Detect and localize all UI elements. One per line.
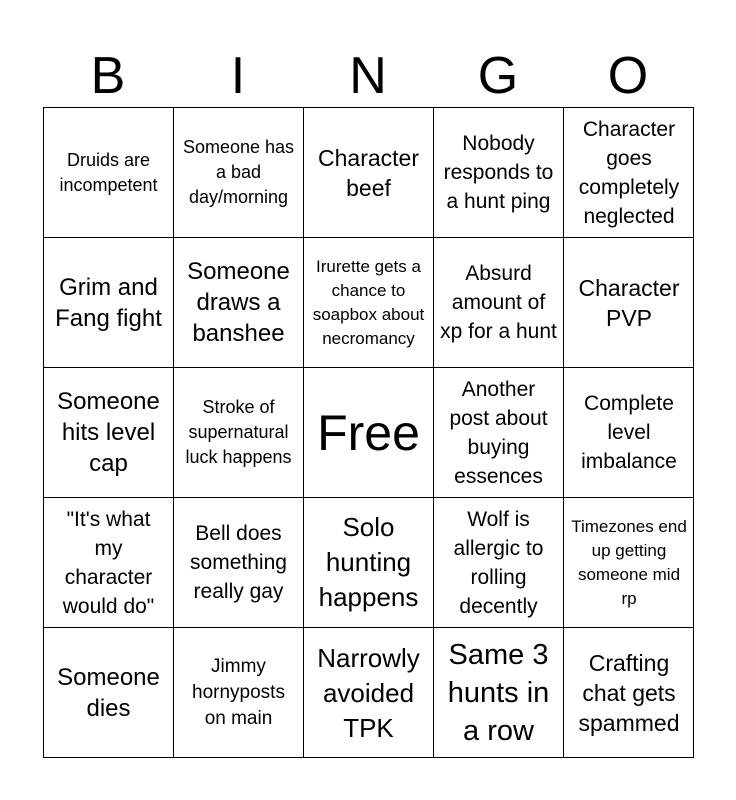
cell-text: Irurette gets a chance to soapbox about necromancy <box>312 256 425 348</box>
cell-text: Narrowly avoided TPK <box>317 642 420 743</box>
cell-text: Bell does something really gay <box>190 522 287 603</box>
bingo-cell[interactable] <box>434 498 564 628</box>
cell-text: Druids are incompetent <box>59 149 158 195</box>
cell-text: Character goes completely neglected <box>578 117 680 228</box>
cell-text: Character PVP <box>578 274 680 331</box>
cell-text: Someone dies <box>57 664 160 722</box>
cell-text: Timezones end up getting someone mid rp <box>571 516 687 608</box>
bingo-cell[interactable] <box>564 498 694 628</box>
bingo-cell[interactable] <box>434 628 564 758</box>
cell-text: Someone draws a banshee <box>187 258 290 347</box>
bingo-cell[interactable] <box>564 108 694 238</box>
bingo-cell[interactable] <box>304 238 434 368</box>
header-letter-n: N <box>349 47 387 105</box>
cell-text: Complete level imbalance <box>581 392 677 473</box>
bingo-header <box>43 44 693 108</box>
bingo-cell[interactable] <box>44 108 174 238</box>
bingo-cell[interactable] <box>44 628 174 758</box>
cell-text: Jimmy hornyposts on main <box>192 656 285 729</box>
cell-text: Grim and Fang fight <box>55 273 162 332</box>
bingo-cell[interactable] <box>564 238 694 368</box>
free-space-cell[interactable] <box>304 368 434 498</box>
cell-text: Someone has a bad day/morning <box>182 137 295 207</box>
bingo-board <box>43 107 694 758</box>
cell-text: Stroke of supernatural luck happens <box>185 397 292 467</box>
cell-text: Nobody responds to a hunt ping <box>443 132 554 213</box>
bingo-cell[interactable] <box>434 108 564 238</box>
bingo-cell[interactable] <box>564 368 694 498</box>
header-letter-i: I <box>230 47 246 105</box>
cell-text: Another post about buying essences <box>449 377 548 488</box>
bingo-cell[interactable] <box>44 368 174 498</box>
bingo-cell[interactable] <box>174 238 304 368</box>
bingo-cell[interactable] <box>304 628 434 758</box>
header-letter-b: B <box>90 47 126 105</box>
bingo-cell[interactable] <box>174 628 304 758</box>
bingo-cell[interactable] <box>564 628 694 758</box>
bingo-cell[interactable] <box>174 498 304 628</box>
bingo-cell[interactable] <box>174 368 304 498</box>
bingo-cell[interactable] <box>44 498 174 628</box>
cell-text: Solo hunting happens <box>318 512 419 612</box>
cell-text: Same 3 hunts in a row <box>447 639 550 747</box>
bingo-cell[interactable] <box>304 498 434 628</box>
cell-text: Wolf is allergic to rolling decently <box>453 507 544 618</box>
bingo-cell[interactable] <box>434 238 564 368</box>
cell-text: Absurd amount of xp for a hunt <box>440 262 557 343</box>
bingo-cell[interactable] <box>44 238 174 368</box>
header-letter-g: G <box>477 47 519 105</box>
header-letter-o: O <box>607 47 649 105</box>
bingo-cell[interactable] <box>174 108 304 238</box>
free-space-text: Free <box>317 404 420 461</box>
bingo-cell[interactable] <box>304 108 434 238</box>
cell-text: Crafting chat gets spammed <box>578 650 680 736</box>
cell-text: "It's what my character would do" <box>62 507 155 618</box>
cell-text: Someone hits level cap <box>57 388 160 477</box>
bingo-cell[interactable] <box>434 368 564 498</box>
cell-text: Character beef <box>318 144 419 201</box>
